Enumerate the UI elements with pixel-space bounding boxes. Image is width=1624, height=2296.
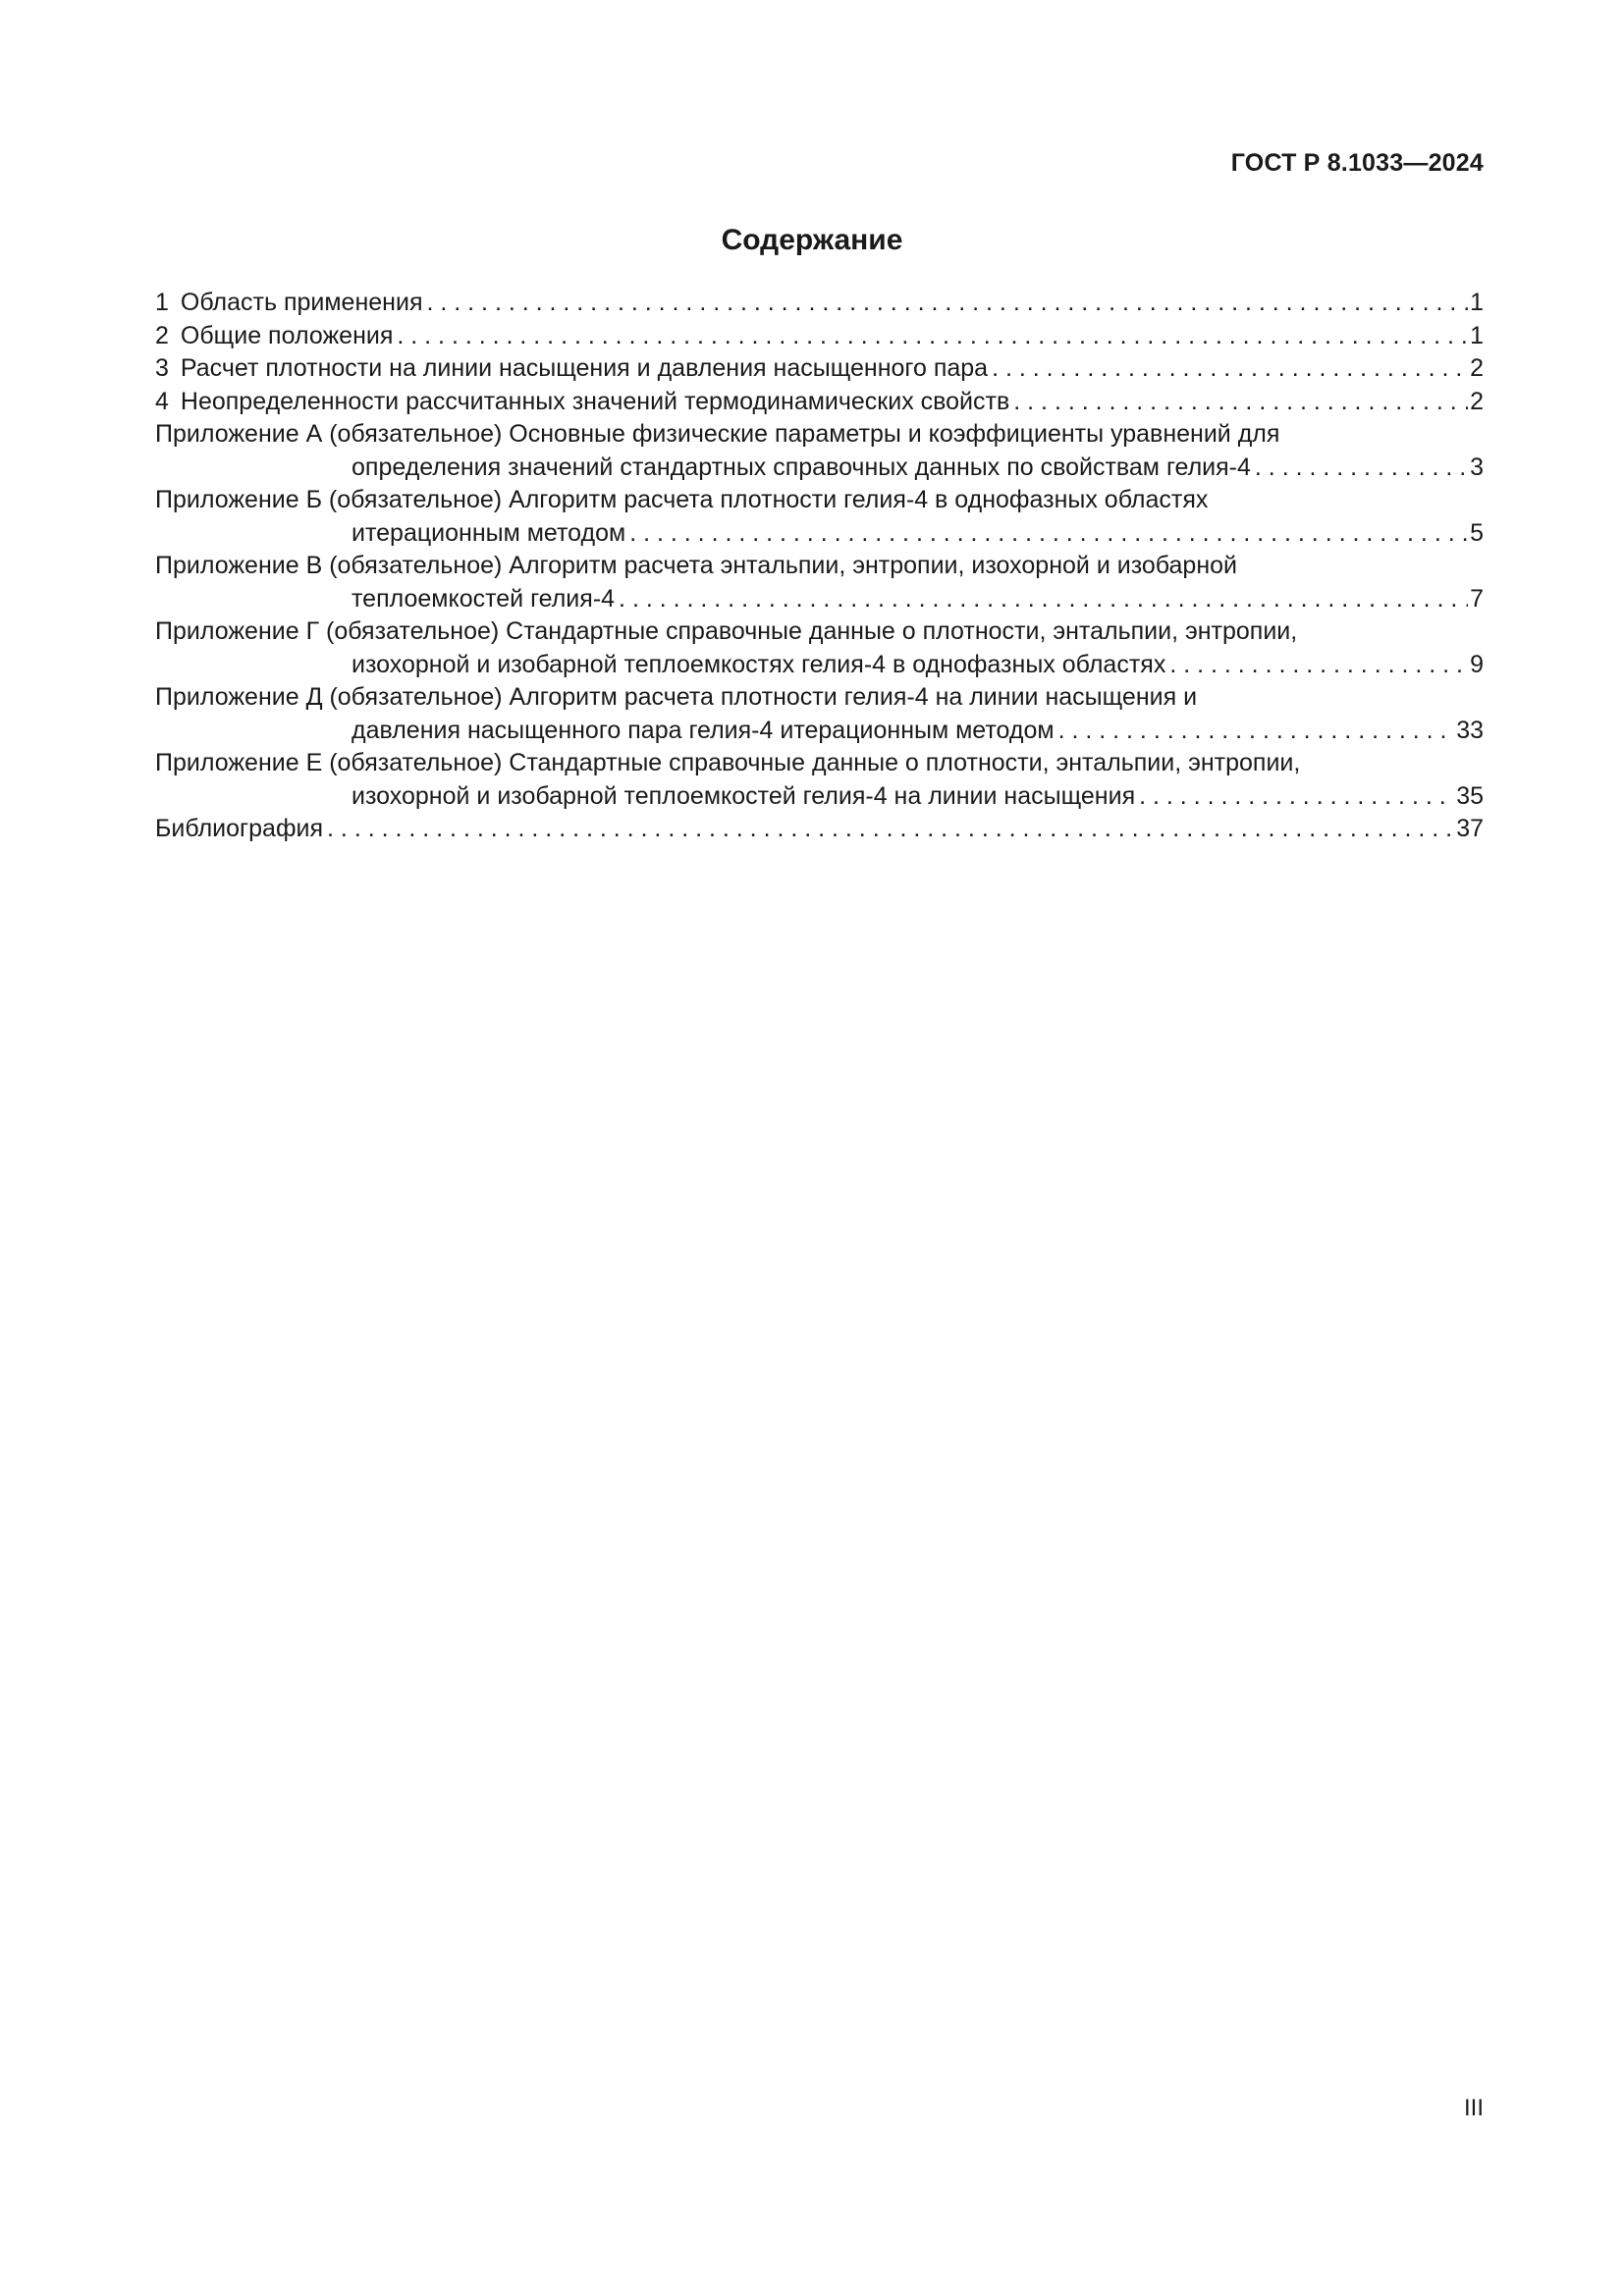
toc-entry-text: теплоемкостей гелия-4 (352, 584, 616, 613)
toc-entry-appendix-d[interactable] (155, 681, 1484, 715)
toc-entry-text: изохорной и изобарной теплоемкостей гелия-4 на линии насыщения (352, 781, 1136, 810)
dot-leader (1255, 452, 1468, 485)
dot-leader (629, 517, 1468, 551)
toc-entry-page: 1 (1470, 321, 1484, 349)
toc-entry-page: 9 (1470, 650, 1484, 678)
toc-entry-appendix-g-cont[interactable] (155, 649, 1484, 682)
toc-entry-text: Приложение Д (обязательное) Алгоритм расчета плотности гелия-4 на линии насыщения и (155, 683, 1198, 711)
dot-leader (1013, 386, 1468, 419)
toc-entry-text: Библиография (155, 815, 324, 842)
toc-entry-number: 4 (155, 387, 169, 415)
toc-entry-appendix-b[interactable] (155, 484, 1484, 517)
toc-entry-appendix-b-cont[interactable] (155, 517, 1484, 551)
toc-entry-page: 2 (1470, 354, 1484, 382)
dot-leader (1139, 780, 1454, 814)
toc-entry-page: 5 (1470, 518, 1484, 547)
toc-entry-text: Область применения (180, 289, 423, 316)
toc-entry-number: 1 (155, 289, 169, 316)
toc-entry-page: 2 (1470, 387, 1484, 415)
dot-leader (992, 352, 1468, 386)
dot-leader (1169, 649, 1468, 682)
table-of-contents (155, 287, 1484, 846)
toc-entry-number: 2 (155, 321, 169, 349)
toc-entry-bibliography[interactable] (155, 813, 1484, 846)
dot-leader (426, 287, 1468, 320)
toc-entry-appendix-a[interactable] (155, 418, 1484, 452)
toc-entry-4[interactable] (155, 386, 1484, 419)
toc-entry-appendix-g[interactable] (155, 615, 1484, 649)
dot-leader (397, 320, 1468, 353)
toc-entry-text: Общие положения (180, 321, 394, 349)
document-code: ГОСТ Р 8.1033—2024 (1230, 149, 1484, 177)
toc-entry-appendix-v-cont[interactable] (155, 583, 1484, 616)
toc-entry-page: 35 (1456, 781, 1484, 810)
toc-entry-text: давления насыщенного пара гелия-4 итерационным методом (352, 716, 1055, 744)
dot-leader (1058, 715, 1455, 748)
toc-entry-page: 3 (1470, 453, 1484, 481)
toc-entry-appendix-d-cont[interactable] (155, 715, 1484, 748)
toc-entry-text: итерационным методом (352, 518, 626, 547)
toc-entry-1[interactable] (155, 287, 1484, 320)
toc-entry-3[interactable] (155, 352, 1484, 386)
toc-entry-text: определения значений стандартных справочных данных по свойствам гелия-4 (352, 453, 1251, 481)
toc-entry-text: Приложение Е (обязательное) Стандартные справочные данные о плотности, энтальпии, энтропии, (155, 749, 1301, 776)
toc-title: Содержание (721, 224, 903, 256)
toc-entry-number: 3 (155, 354, 169, 382)
toc-entry-appendix-e[interactable] (155, 747, 1484, 780)
toc-entry-page: 37 (1456, 815, 1484, 842)
toc-entry-text: Приложение В (обязательное) Алгоритм расчета энтальпии, энтропии, изохорной и изобарной (155, 552, 1238, 579)
toc-entry-text: Приложение А (обязательное) Основные физические параметры и коэффициенты уравнений для (155, 420, 1280, 448)
toc-entry-text: Неопределенности рассчитанных значений термодинамических свойств (180, 387, 1010, 415)
toc-entry-2[interactable] (155, 320, 1484, 353)
toc-entry-appendix-a-cont[interactable] (155, 452, 1484, 485)
toc-entry-text: Приложение Г (обязательное) Стандартные справочные данные о плотности, энтальпии, энтропии, (155, 617, 1298, 645)
toc-entry-appendix-v[interactable] (155, 550, 1484, 583)
dot-leader (327, 813, 1454, 846)
toc-entry-text: Расчет плотности на линии насыщения и давления насыщенного пара (180, 354, 989, 382)
toc-entry-page: 33 (1456, 716, 1484, 744)
page-number: III (1463, 2095, 1484, 2121)
toc-entry-page: 1 (1470, 289, 1484, 316)
dot-leader (619, 583, 1468, 616)
toc-entry-text: Приложение Б (обязательное) Алгоритм расчета плотности гелия-4 в однофазных областях (155, 486, 1209, 513)
toc-entry-page: 7 (1470, 584, 1484, 613)
toc-entry-appendix-e-cont[interactable] (155, 780, 1484, 814)
toc-entry-text: изохорной и изобарной теплоемкостях гелия-4 в однофазных областях (352, 650, 1166, 678)
